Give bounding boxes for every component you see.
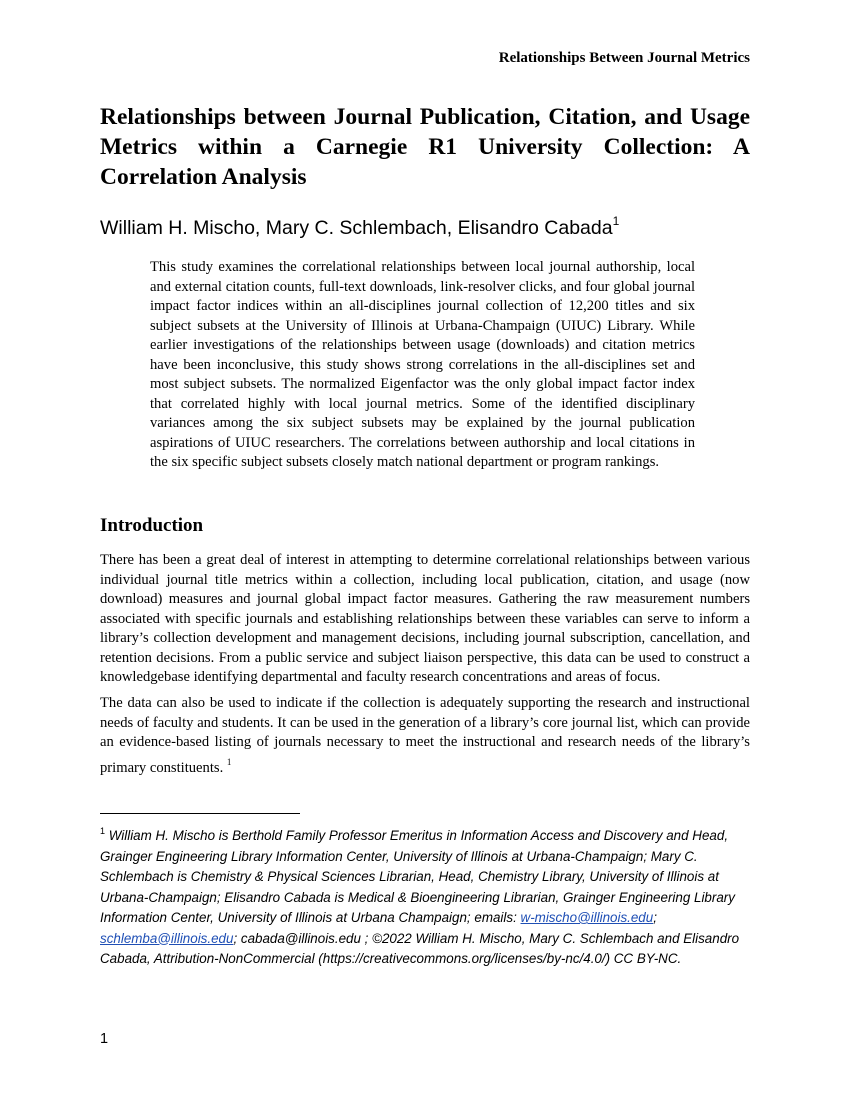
introduction-paragraph-1: There has been a great deal of interest in attempting to determine correlational relationships between various individual journal title metrics within a collection, including local publication, citation, and usage (now download) measures and journal global impact factor measures. Gathering the raw measurement numbers associated with specific journals and establishing relationships between these variables can serve to inform a library’s collection development and management decisions, including journal subscription, cancellation, and retention decisions. From a public service and subject liaison perspective, this data can be used to construct a knowledgebase identifying departmental and faculty research concentrations and areas of focus. xyxy=(100,552,750,685)
paragraph-2-text: The data can also be used to indicate if the collection is adequately supporting the research and instructional needs of faculty and students. It can be used in the generation of a library’s core journal list, which can provide an evidence-based listing of journals necessary to meet the instructional and research needs of the library’s primary constituents. xyxy=(100,695,750,776)
paragraph-2-footnote-marker[interactable]: 1 xyxy=(226,756,232,767)
footnote-separator: ; xyxy=(653,910,657,925)
footnote-text-part1: William H. Mischo is Berthold Family Professor Emeritus in Information Access and Discovery and Head, Grainger Engineering Library Information Center, University of Illinois at Urbana-Champaign; Mary C. Schlembach is Chemistry & Physical Sciences Librarian, Head, Chemistry Library, University of Illinois at Urbana-Champaign; Elisandro Cabada is Medical & Bioengineering Librarian, Grainger Engineering Library Information Center, University of Illinois at Urbana Champaign; emails: xyxy=(100,828,735,925)
footnote-divider xyxy=(100,813,300,814)
footnote-text-part2: ; cabada@illinois.edu ; ©2022 William H. Mischo, Mary C. Schlembach and Elisandro Cabada, Attribution-NonCommercial (https://creativecommons.org/licenses/by-nc/4.0/) CC BY-NC. xyxy=(100,930,740,966)
author-footnote-marker[interactable]: 1 xyxy=(612,214,620,228)
paper-title: Relationships between Journal Publication, Citation, and Usage Metrics within a Carnegie R1 University Collection: A Correlation Analysis xyxy=(100,104,750,190)
introduction-paragraph-2 xyxy=(100,694,750,778)
footnote xyxy=(100,821,752,970)
section-heading-introduction: Introduction xyxy=(100,515,204,536)
footnote-marker: 1 xyxy=(100,826,106,836)
page-number: 1 xyxy=(100,1031,109,1047)
running-head: Relationships Between Journal Metrics xyxy=(498,50,750,66)
author-list xyxy=(100,214,619,240)
email-link-mischo[interactable]: w-mischo@illinois.edu xyxy=(520,910,654,925)
abstract: This study examines the correlational relationships between local journal authorship, local and external citation counts, full-text downloads, link-resolver clicks, and four global journal impact factor indices within an all-disciplines journal collection of 12,200 titles and six subject subsets at the University of Illinois at Urbana-Champaign (UIUC) Library. While earlier investigations of the relationships between usage (downloads) and citation metrics have been inconclusive, this study shows strong correlations in the all-disciplines set and most subject subsets. The normalized Eigenfactor was the only global impact factor index that correlated highly with local journal metrics. Some of the identified disciplinary variances among the six subject subsets may be explained by the journal publication aspirations of UIUC researchers. The correlations between authorship and local citations in the six specific subject subsets closely match national department or program rankings. xyxy=(150,259,695,470)
email-link-schlembach[interactable]: schlemba@illinois.edu xyxy=(100,930,234,946)
author-names: William H. Mischo, Mary C. Schlembach, Elisandro Cabada xyxy=(100,217,613,239)
